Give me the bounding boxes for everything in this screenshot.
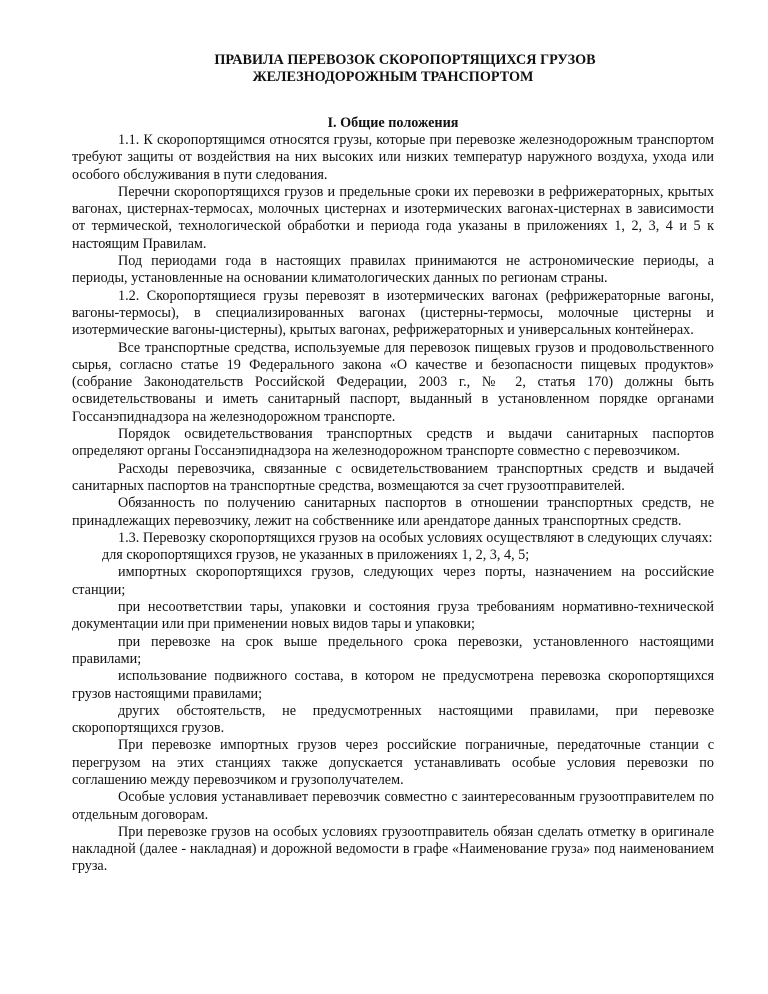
paragraph-1-2: 1.2. Скоропортящиеся грузы перевозят в изотермических вагонах (рефрижераторные вагоны, вагоны-термосы), в специализированных вагонах (цистерны-термосы, молочные цистерны и изотермические вагоны-цистерны), крытых вагонах, рефрижераторных и универсальных контейнерах. [72, 287, 714, 339]
paragraph: Порядок освидетельствования транспортных средств и выдачи санитарных паспортов определяют органы Госсанэпиднадзора на железнодорожном транспорте совместно с перевозчиком. [72, 426, 714, 460]
paragraph: При перевозке импортных грузов через российские пограничные, передаточные станции с перегрузом на этих станциях также допускается устанавливать особые условия перевозки по соглашению между перевозчиком и грузополучателем. [72, 737, 714, 788]
document-body [72, 132, 714, 876]
paragraph: Особые условия устанавливает перевозчик совместно с заинтересованным грузоотправителем по отдельным договорам. [72, 789, 714, 823]
list-item: при несоответствии тары, упаковки и состояния груза требованиям нормативно-технической документации или при применении новых видов тары и упаковки; [72, 599, 714, 633]
list-item: импортных скоропортящихся грузов, следующих через порты, назначением на российские станции; [72, 564, 714, 598]
section-heading: I. Общие положения [327, 115, 459, 131]
list-item: при перевозке на срок выше предельного срока перевозки, установленного настоящими правилами; [72, 633, 714, 667]
document-page [72, 52, 714, 876]
list-item: для скоропортящихся грузов, не указанных в приложениях 1, 2, 3, 4, 5; [102, 547, 530, 564]
list-item: использование подвижного состава, в котором не предусмотрена перевозка скоропортящихся грузов настоящими правилами; [72, 668, 714, 702]
list-item: других обстоятельств, не предусмотренных настоящими правилами, при перевозке скоропортящихся грузов. [72, 702, 714, 737]
paragraph: Все транспортные средства, используемые для перевозок пищевых грузов и продовольственного сырья, согласно статье 19 Федерального закона «О качестве и безопасности пищевых продуктов» (собрание Законодательств Российской Федерации, 2003 г., № 2, статья 170) должны быть освидетельствованы и иметь санитарный паспорт, выданный в установленном порядке органами Госсанэпиднадзора на железнодорожном транспорте. [72, 339, 714, 425]
paragraph: Обязанность по получению санитарных паспортов в отношении транспортных средств, не принадлежащих перевозчику, лежит на собственнике или арендаторе данных транспортных средств. [72, 495, 714, 529]
document-title-line-2: ЖЕЛЕЗНОДОРОЖНЫМ ТРАНСПОРТОМ [252, 69, 534, 85]
paragraph: Расходы перевозчика, связанные с освидетельствованием транспортных средств и выдачей санитарных паспортов на транспортные средства, возмещаются за счет грузоотправителей. [72, 460, 714, 494]
document-title-line-1: ПРАВИЛА ПЕРЕВОЗОК СКОРОПОРТЯЩИХСЯ ГРУЗОВ [214, 52, 596, 68]
paragraph: Перечни скоропортящихся грузов и предельные сроки их перевозки в рефрижераторных, крытых вагонах, цистернах-термосах, молочных цистернах и изотермических вагонах-цистернах в зависимости от термической, технологической обработки и периода года указаны в приложениях 1, 2, 3, 4 и 5 к настоящим Правилам. [72, 183, 714, 252]
paragraph: При перевозке грузов на особых условиях грузоотправитель обязан сделать отметку в оригинале накладной (далее - накладная) и дорожной ведомости в графе «Наименование груза» под наименованием груза. [72, 823, 714, 875]
paragraph: Под периодами года в настоящих правилах принимаются не астрономические периоды, а периоды, установленные на основании климатологических данных по регионам страны. [72, 253, 714, 287]
paragraph-1-3: 1.3. Перевозку скоропортящихся грузов на особых условиях осуществляют в следующих случаях: [118, 529, 713, 546]
paragraph-1-1: 1.1. К скоропортящимся относятся грузы, которые при перевозке железнодорожным транспортом требуют защиты от воздействия на них высоких или низких температур наружного воздуха, ухода или особого обслуживания в пути следования. [72, 132, 714, 183]
